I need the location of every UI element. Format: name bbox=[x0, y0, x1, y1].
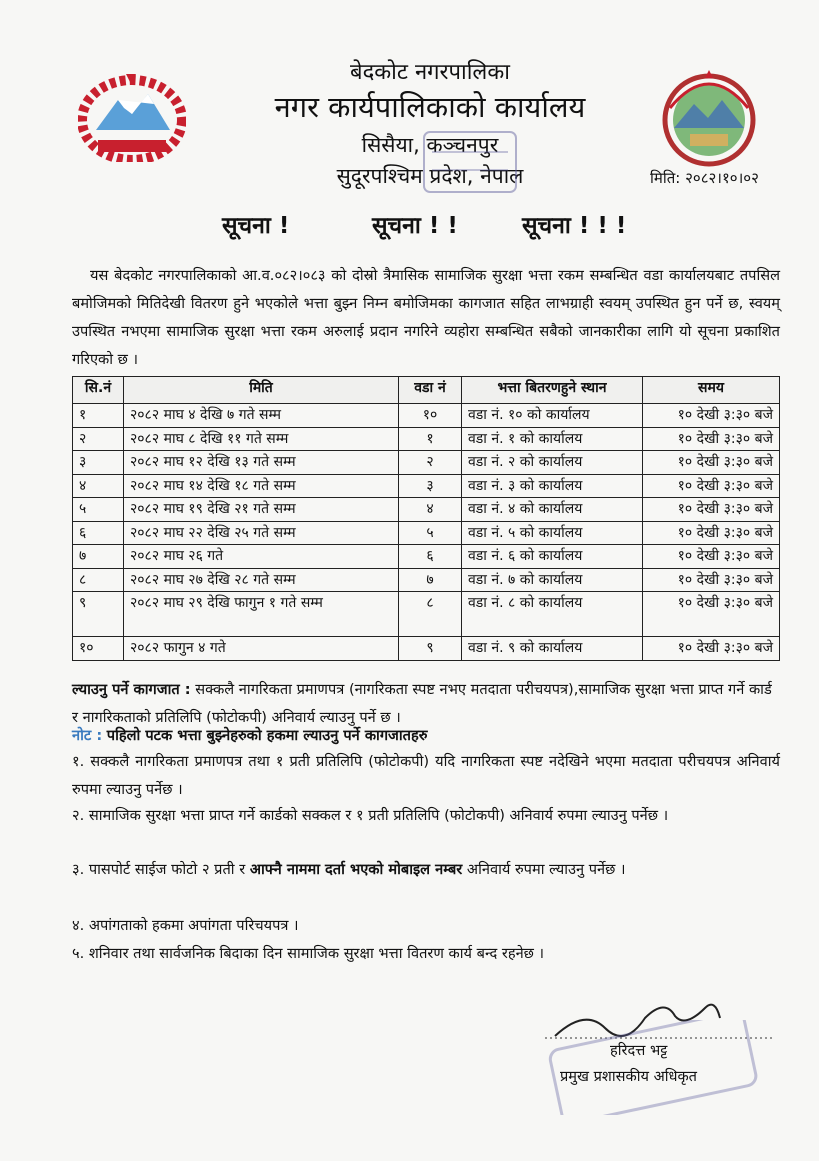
list-item: १. सक्कलै नागरिकता प्रमाणपत्र तथा १ प्रती प्रतिलिपि (फोटोकपी) यदि नागरिकता स्पष्ट नदेखिने भएमा मतदाता परीचयपत्र अनिवार्य रुपमा ल्याउनु पर्नेछ । bbox=[72, 753, 780, 798]
cell-date: २०८२ फागुन ४ गते bbox=[124, 637, 399, 661]
cell-time: १० देखी ३:३० बजे bbox=[643, 545, 780, 569]
cell-location: वडा नं. ३ को कार्यालय bbox=[462, 474, 643, 498]
cell-time: १० देखी ३:३० बजे bbox=[643, 637, 780, 661]
cell-date: २०८२ माघ १९ देखि २१ गते सम्म bbox=[124, 498, 399, 522]
cell-time: १० देखी ३:३० बजे bbox=[643, 451, 780, 475]
cell-time: १० देखी ३:३० बजे bbox=[643, 474, 780, 498]
office-province: सुदूरपश्चिम प्रदेश, नेपाल bbox=[336, 164, 524, 188]
notice-heading-3: सूचना ! ! ! bbox=[522, 213, 627, 239]
table-header-row bbox=[73, 377, 780, 404]
cell-date: २०८२ माघ १२ देखि १३ गते सम्म bbox=[124, 451, 399, 475]
table-row bbox=[73, 545, 780, 569]
table-row bbox=[73, 568, 780, 592]
cell-location: वडा नं. ८ को कार्यालय bbox=[462, 592, 643, 637]
cell-location: वडा नं. ४ को कार्यालय bbox=[462, 498, 643, 522]
table-row bbox=[73, 427, 780, 451]
cell-serial: ९ bbox=[73, 592, 124, 637]
cell-serial: १ bbox=[73, 404, 124, 428]
header-location: भत्ता बितरणहुने स्थान bbox=[462, 377, 643, 404]
cell-date: २०८२ माघ ८ देखि ११ गते सम्म bbox=[124, 427, 399, 451]
table-row bbox=[73, 498, 780, 522]
cell-time: १० देखी ३:३० बजे bbox=[643, 592, 780, 637]
cell-ward: ४ bbox=[399, 498, 462, 522]
cell-date: २०८२ माघ १४ देखि १८ गते सम्म bbox=[124, 474, 399, 498]
cell-time: १० देखी ३:३० बजे bbox=[643, 568, 780, 592]
distribution-schedule-table bbox=[72, 376, 780, 661]
cell-serial: ६ bbox=[73, 521, 124, 545]
cell-serial: १० bbox=[73, 637, 124, 661]
cell-date: २०८२ माघ २७ देखि २८ गते सम्म bbox=[124, 568, 399, 592]
cell-ward: ८ bbox=[399, 592, 462, 637]
cell-ward: १ bbox=[399, 427, 462, 451]
cell-time: १० देखी ३:३० बजे bbox=[643, 521, 780, 545]
table-row bbox=[73, 521, 780, 545]
municipality-logo-icon bbox=[660, 68, 758, 168]
cell-ward: ६ bbox=[399, 545, 462, 569]
list-item: ५. शनिवार तथा सार्वजनिक बिदाका दिन सामाजिक सुरक्षा भत्ता वितरण कार्य बन्द रहनेछ । bbox=[72, 945, 545, 962]
table-row bbox=[73, 637, 780, 661]
cell-ward: १० bbox=[399, 404, 462, 428]
list-item: २. सामाजिक सुरक्षा भत्ता प्राप्त गर्ने कार्डको सक्कल र १ प्रती प्रतिलिपि (फोटोकपी) अनिवार्य रुपमा ल्याउनु पर्नेछ । bbox=[72, 807, 669, 824]
list-item-text: अनिवार्य रुपमा ल्याउनु पर्नेछ । bbox=[466, 861, 626, 878]
cell-serial: ५ bbox=[73, 498, 124, 522]
municipality-name: बेदकोट नगरपालिका bbox=[350, 60, 510, 85]
cell-ward: ३ bbox=[399, 474, 462, 498]
header-date: मिति bbox=[124, 377, 399, 404]
header-time: समय bbox=[643, 377, 780, 404]
table-row bbox=[73, 404, 780, 428]
intro-paragraph: यस बेदकोट नगरपालिकाको आ.व.०८२।०८३ को दोस्रो त्रैमासिक सामाजिक सुरक्षा भत्ता रकम सम्बन्धित वडा कार्यालयबाट तपसिल बमोजिमको मितिदेखी वितरण हुने भएकोले भत्ता बुझ्न निम्न बमोजिमका कागजात सहित लाभग्राही स्वयम् उपस्थित हुन पर्ने छ, स्वयम् उपस्थित नभएमा सामाजिक सुरक्षा भत्ता रकम अरुलाई प्रदान नगरिने व्यहोरा सम्बन्धित सबैको जानकारीका लागि यो सूचना प्रकाशित गरिएको छ । bbox=[72, 267, 780, 368]
note-text: पहिलो पटक भत्ता बुझ्नेहरुको हकमा ल्याउनु पर्ने कागजातहरु bbox=[106, 727, 428, 744]
cell-ward: २ bbox=[399, 451, 462, 475]
cell-location: वडा नं. २ को कार्यालय bbox=[462, 451, 643, 475]
cell-location: वडा नं. ६ को कार्यालय bbox=[462, 545, 643, 569]
issue-date: मिति: २०८२।१०।०२ bbox=[650, 169, 759, 187]
cell-date: २०८२ माघ २९ देखि फागुन १ गते सम्म bbox=[124, 592, 399, 637]
note-line bbox=[72, 724, 427, 748]
list-item: ४. अपांगताको हकमा अपांगता परिचयपत्र । bbox=[72, 917, 299, 934]
cell-serial: २ bbox=[73, 427, 124, 451]
signatory-title: प्रमुख प्रशासकीय अधिकृत bbox=[560, 1068, 698, 1085]
cell-location: वडा नं. ९ को कार्यालय bbox=[462, 637, 643, 661]
list-item bbox=[72, 856, 626, 884]
required-documents-label: ल्याउनु पर्ने कागजात : bbox=[72, 681, 191, 698]
cell-ward: ७ bbox=[399, 568, 462, 592]
cell-serial: ४ bbox=[73, 474, 124, 498]
table-row bbox=[73, 451, 780, 475]
cell-date: २०८२ माघ २६ गते bbox=[124, 545, 399, 569]
table-row bbox=[73, 474, 780, 498]
cell-date: २०८२ माघ २२ देखि २५ गते सम्म bbox=[124, 521, 399, 545]
office-stamp-icon bbox=[420, 122, 520, 202]
cell-serial: ७ bbox=[73, 545, 124, 569]
header-ward: वडा नं bbox=[399, 377, 462, 404]
cell-serial: ८ bbox=[73, 568, 124, 592]
header-serial: सि.नं bbox=[73, 377, 124, 404]
signatory-name: हरिदत्त भट्ट bbox=[610, 1042, 668, 1059]
cell-time: १० देखी ३:३० बजे bbox=[643, 404, 780, 428]
cell-location: वडा नं. ५ को कार्यालय bbox=[462, 521, 643, 545]
office-location: सिसैया, कञ्चनपुर bbox=[361, 133, 499, 157]
table-row bbox=[73, 592, 780, 637]
cell-time: १० देखी ३:३० बजे bbox=[643, 427, 780, 451]
required-documents-text: सक्कलै नागरिकता प्रमाणपत्र (नागरिकता स्पष्ट नभए मतदाता परीचयपत्र),सामाजिक सुरक्षा भत्ता प्राप्त गर्ने कार्ड र नागरिकताको प्रतिलिपि (फोटोकपी) अनिवार्य ल्याउनु पर्ने छ । bbox=[72, 681, 772, 726]
cell-location: वडा नं. १० को कार्यालय bbox=[462, 404, 643, 428]
office-name: नगर कार्यपालिकाको कार्यालय bbox=[274, 90, 586, 124]
cell-location: वडा नं. १ को कार्यालय bbox=[462, 427, 643, 451]
cell-date: २०८२ माघ ४ देखि ७ गते सम्म bbox=[124, 404, 399, 428]
list-item-emphasis: आफ्नै नाममा दर्ता भएको मोबाइल नम्बर bbox=[249, 861, 463, 878]
list-item-text: ३. पासपोर्ट साईज फोटो २ प्रती र bbox=[72, 861, 246, 878]
note-label: नोट : bbox=[72, 727, 103, 744]
nepal-emblem-icon bbox=[78, 70, 186, 162]
cell-ward: ५ bbox=[399, 521, 462, 545]
cell-location: वडा नं. ७ को कार्यालय bbox=[462, 568, 643, 592]
cell-time: १० देखी ३:३० बजे bbox=[643, 498, 780, 522]
cell-ward: ९ bbox=[399, 637, 462, 661]
cell-serial: ३ bbox=[73, 451, 124, 475]
notice-heading-1: सूचना ! bbox=[222, 213, 290, 239]
notice-heading-2: सूचना ! ! bbox=[372, 213, 458, 239]
